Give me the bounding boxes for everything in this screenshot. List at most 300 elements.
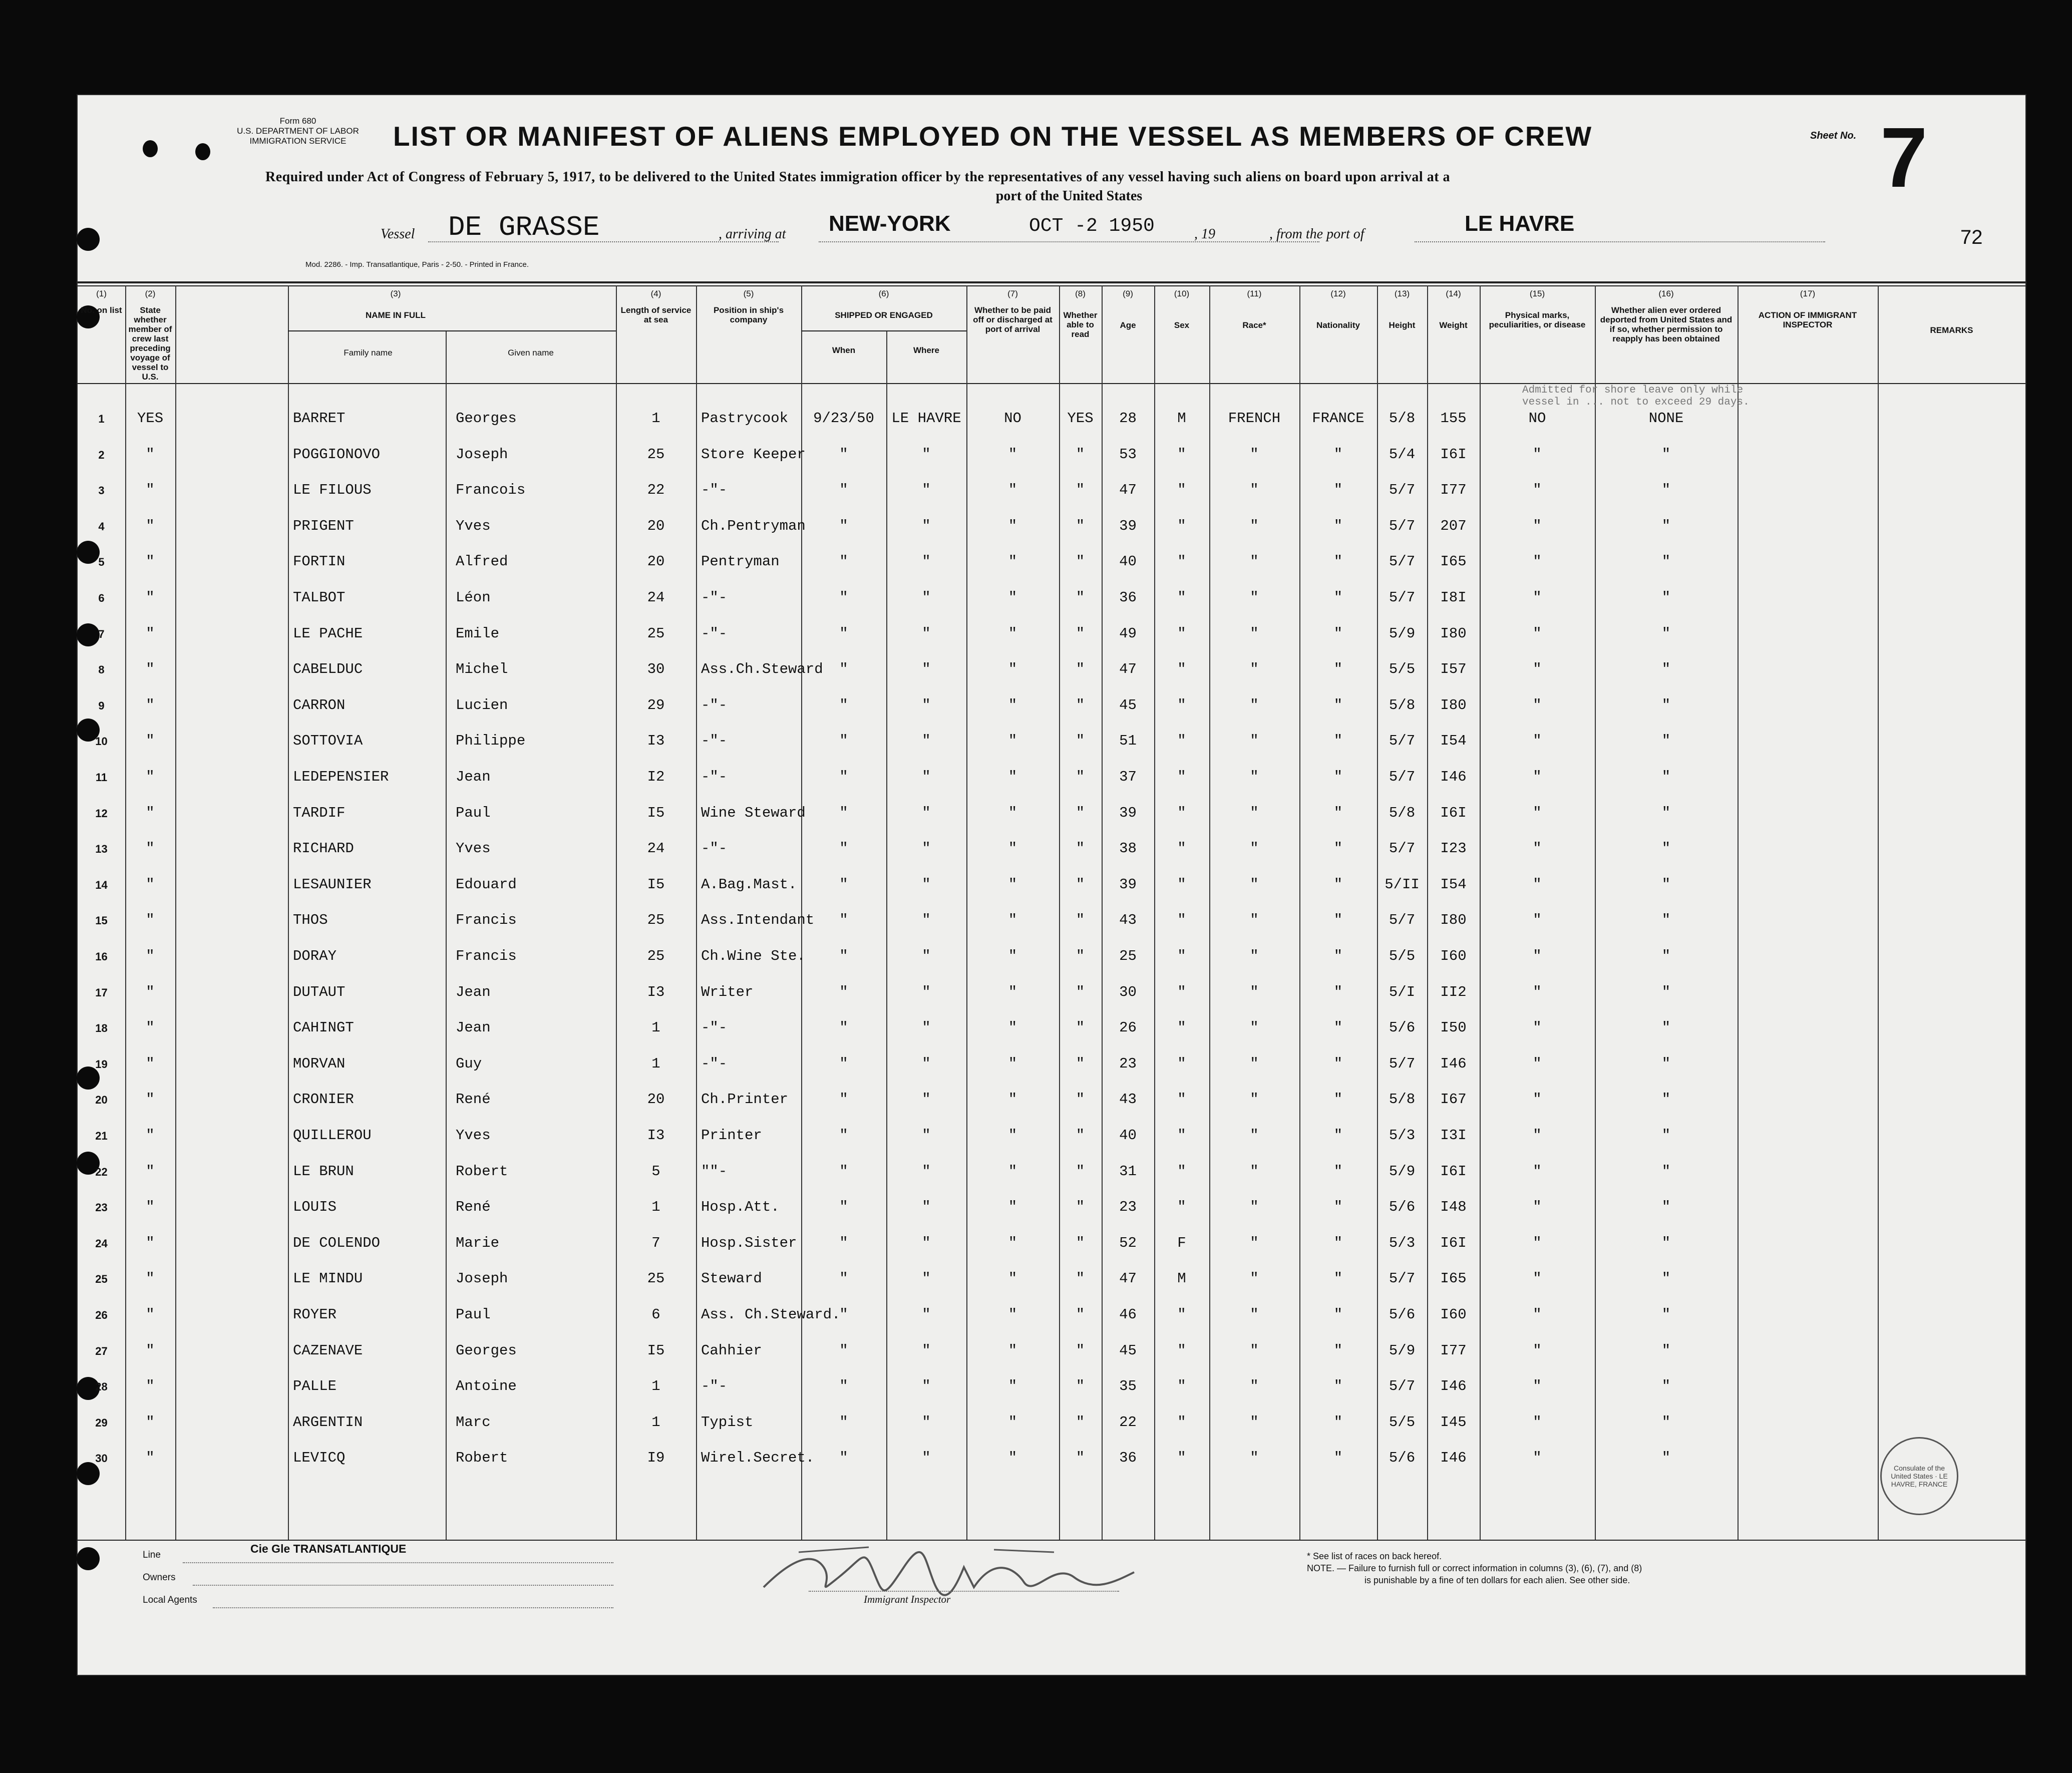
- crew-last-voyage: ": [146, 876, 155, 893]
- position: -"-: [701, 840, 728, 857]
- position: Ch.Printer: [701, 1091, 789, 1108]
- row-number: 3: [98, 484, 105, 497]
- deported-status: ": [1661, 697, 1671, 714]
- able-to-read: ": [1076, 769, 1085, 785]
- sex: ": [1177, 518, 1186, 534]
- height: 5/7: [1389, 553, 1416, 570]
- able-to-read: ": [1076, 518, 1085, 534]
- nationality: ": [1333, 518, 1343, 534]
- paid-off: ": [1008, 446, 1017, 463]
- physical-marks: ": [1533, 984, 1542, 1000]
- length-of-service: 24: [647, 840, 665, 857]
- race: ": [1250, 1306, 1259, 1323]
- length-of-service: I5: [647, 876, 665, 893]
- able-to-read: ": [1076, 446, 1085, 463]
- height: 5/3: [1389, 1127, 1416, 1144]
- able-to-read: ": [1076, 912, 1085, 928]
- family-name: MORVAN: [293, 1055, 346, 1072]
- arriving-label: , arriving at: [719, 226, 786, 242]
- crew-last-voyage: ": [146, 1378, 155, 1394]
- shipped-when: ": [839, 948, 848, 964]
- deported-status: ": [1661, 1270, 1671, 1287]
- weight: 207: [1440, 518, 1467, 534]
- family-name: CARRON: [293, 697, 346, 714]
- crew-last-voyage: ": [146, 1270, 155, 1287]
- position: Hosp.Sister: [701, 1235, 797, 1251]
- family-name: TARDIF: [293, 805, 346, 821]
- position: Writer: [701, 984, 754, 1000]
- physical-marks: ": [1533, 948, 1542, 964]
- paid-off: ": [1008, 661, 1017, 677]
- able-to-read: ": [1076, 661, 1085, 677]
- row-number: 4: [98, 520, 105, 533]
- shipped-when: ": [839, 1163, 848, 1180]
- col-divider: [1738, 285, 1739, 1540]
- age: 36: [1119, 589, 1137, 606]
- height: 5/6: [1389, 1199, 1416, 1215]
- column-header: NAME IN FULL: [366, 310, 426, 320]
- row-number: 19: [95, 1058, 108, 1071]
- crew-last-voyage: ": [146, 446, 155, 463]
- physical-marks: ": [1533, 1127, 1542, 1144]
- age: 30: [1119, 984, 1137, 1000]
- able-to-read: ": [1076, 1019, 1085, 1036]
- column-header: Position in ship's company: [713, 305, 784, 324]
- height: 5/8: [1389, 805, 1416, 821]
- age: 40: [1119, 1127, 1137, 1144]
- paid-off: ": [1008, 625, 1017, 642]
- race: ": [1250, 912, 1259, 928]
- sex: F: [1177, 1235, 1186, 1251]
- department-label: U.S. DEPARTMENT OF LABOR: [237, 126, 359, 136]
- sex: ": [1177, 1342, 1186, 1359]
- able-to-read: ": [1076, 625, 1085, 642]
- shipped-where: ": [922, 1414, 931, 1431]
- row-number: 27: [95, 1345, 108, 1357]
- document-title: LIST OR MANIFEST OF ALIENS EMPLOYED ON THE VESSEL AS MEMBERS OF CREW: [393, 121, 1593, 152]
- physical-marks: ": [1533, 446, 1542, 463]
- height: 5/8: [1389, 1091, 1416, 1108]
- shipped-when: ": [839, 840, 848, 857]
- sex: ": [1177, 876, 1186, 893]
- weight: I3I: [1440, 1127, 1467, 1144]
- row-number: 20: [95, 1094, 108, 1106]
- age: 35: [1119, 1378, 1137, 1394]
- column-number: (9): [1123, 289, 1133, 298]
- deported-status: ": [1661, 625, 1671, 642]
- able-to-read: ": [1076, 733, 1085, 749]
- line-label: Line: [143, 1550, 161, 1560]
- nationality: ": [1333, 1127, 1343, 1144]
- shipped-when: ": [839, 1306, 848, 1323]
- column-number: (16): [1658, 289, 1674, 298]
- given-name: Jean: [456, 984, 491, 1000]
- deported-status: ": [1661, 482, 1671, 498]
- age: 45: [1119, 697, 1137, 714]
- shipped-where: ": [922, 1019, 931, 1036]
- row-number: 10: [95, 735, 108, 748]
- race: ": [1250, 1127, 1259, 1144]
- shipped-when: ": [839, 446, 848, 463]
- arriving-underline: [819, 240, 1319, 242]
- column-number: (1): [96, 289, 107, 298]
- able-to-read: ": [1076, 482, 1085, 498]
- deported-status: ": [1661, 1235, 1671, 1251]
- crew-last-voyage: ": [146, 769, 155, 785]
- weight: I80: [1440, 697, 1467, 714]
- inspector-label: Immigrant Inspector: [864, 1593, 951, 1605]
- sex: ": [1177, 625, 1186, 642]
- given-name: Antoine: [456, 1378, 517, 1394]
- height: 5/II: [1385, 876, 1420, 893]
- sex: ": [1177, 805, 1186, 821]
- weight: I6I: [1440, 446, 1467, 463]
- row-number: 11: [95, 771, 108, 784]
- family-name: LE MINDU: [293, 1270, 363, 1287]
- nationality: ": [1333, 625, 1343, 642]
- physical-marks: ": [1533, 553, 1542, 570]
- physical-marks: ": [1533, 912, 1542, 928]
- able-to-read: ": [1076, 1306, 1085, 1323]
- sex: ": [1177, 661, 1186, 677]
- crew-last-voyage: YES: [137, 410, 164, 427]
- nationality: ": [1333, 553, 1343, 570]
- weight: I60: [1440, 1306, 1467, 1323]
- subtitle-line2: port of the United States: [995, 188, 1143, 204]
- height: 5/7: [1389, 1378, 1416, 1394]
- family-name: LE BRUN: [293, 1163, 354, 1180]
- position: Ass.Intendant: [701, 912, 815, 928]
- paid-off: ": [1008, 482, 1017, 498]
- column-number: (6): [878, 289, 889, 298]
- shipped-where: ": [922, 984, 931, 1000]
- paid-off: ": [1008, 1342, 1017, 1359]
- given-name: Jean: [456, 1019, 491, 1036]
- crew-last-voyage: ": [146, 912, 155, 928]
- family-name: DORAY: [293, 948, 337, 964]
- deported-status: ": [1661, 1342, 1671, 1359]
- height: 5/7: [1389, 1270, 1416, 1287]
- family-name: LE FILOUS: [293, 482, 372, 498]
- col-divider: [288, 285, 289, 1540]
- able-to-read: ": [1076, 805, 1085, 821]
- shipped-when: 9/23/50: [813, 410, 874, 427]
- nationality: ": [1333, 1450, 1343, 1466]
- race: ": [1250, 1342, 1259, 1359]
- nationality: ": [1333, 1019, 1343, 1036]
- family-name: LEDEPENSIER: [293, 769, 389, 785]
- paid-off: ": [1008, 553, 1017, 570]
- height: 5/6: [1389, 1306, 1416, 1323]
- position: Typist: [701, 1414, 754, 1431]
- able-to-read: ": [1076, 1235, 1085, 1251]
- height: 5/5: [1389, 661, 1416, 677]
- crew-last-voyage: ": [146, 697, 155, 714]
- height: 5/9: [1389, 1342, 1416, 1359]
- position: -"-: [701, 697, 728, 714]
- age: 25: [1119, 948, 1137, 964]
- crew-last-voyage: ": [146, 482, 155, 498]
- height: 5/4: [1389, 446, 1416, 463]
- row-number: 26: [95, 1309, 108, 1321]
- sex: ": [1177, 589, 1186, 606]
- position: Wine Steward: [701, 805, 806, 821]
- position: Wirel.Secret.: [701, 1450, 815, 1466]
- shipped-where: ": [922, 733, 931, 749]
- col-divider: [446, 330, 447, 1540]
- weight: I6I: [1440, 1163, 1467, 1180]
- height: 5/7: [1389, 769, 1416, 785]
- able-to-read: ": [1076, 553, 1085, 570]
- row-number: 18: [95, 1022, 108, 1034]
- race: ": [1250, 1163, 1259, 1180]
- shipped-where: ": [922, 589, 931, 606]
- family-name: PALLE: [293, 1378, 337, 1394]
- crew-last-voyage: ": [146, 984, 155, 1000]
- age: 38: [1119, 840, 1137, 857]
- nationality: ": [1333, 661, 1343, 677]
- crew-last-voyage: ": [146, 733, 155, 749]
- age: 39: [1119, 518, 1137, 534]
- position: ""-: [701, 1163, 728, 1180]
- arrival-date: OCT -2 1950: [1029, 215, 1155, 237]
- punch-hole: [77, 228, 100, 251]
- row-number: 15: [95, 914, 108, 927]
- agents-underline: [213, 1606, 613, 1608]
- given-name: Georges: [456, 410, 517, 427]
- col-divider: [175, 285, 176, 1540]
- sex: ": [1177, 769, 1186, 785]
- consulate-stamp: [1880, 1437, 1958, 1515]
- given-name: Paul: [456, 805, 491, 821]
- weight: I60: [1440, 948, 1467, 964]
- nationality: ": [1333, 733, 1343, 749]
- crew-last-voyage: ": [146, 1091, 155, 1108]
- sex: ": [1177, 948, 1186, 964]
- paid-off: NO: [1004, 410, 1021, 427]
- height: 5/7: [1389, 840, 1416, 857]
- column-header: Height: [1389, 320, 1416, 330]
- length-of-service: 30: [647, 661, 665, 677]
- races-note: * See list of races on back hereof.: [1307, 1551, 1442, 1561]
- nationality: ": [1333, 805, 1343, 821]
- weight: I46: [1440, 1450, 1467, 1466]
- able-to-read: ": [1076, 1055, 1085, 1072]
- nationality: ": [1333, 589, 1343, 606]
- length-of-service: 1: [651, 1199, 660, 1215]
- table-top-rule: [78, 281, 2025, 283]
- age: 31: [1119, 1163, 1137, 1180]
- column-number: (3): [390, 289, 401, 298]
- shipped-where: ": [922, 948, 931, 964]
- sex: ": [1177, 840, 1186, 857]
- weight: I46: [1440, 769, 1467, 785]
- deported-status: ": [1661, 1163, 1671, 1180]
- length-of-service: 24: [647, 589, 665, 606]
- age: 53: [1119, 446, 1137, 463]
- sex: M: [1177, 1270, 1186, 1287]
- name-subheader-rule: [288, 330, 616, 331]
- shipped-where: ": [922, 1270, 931, 1287]
- physical-marks: ": [1533, 1019, 1542, 1036]
- given-name: Alfred: [456, 553, 508, 570]
- given-name: Michel: [456, 661, 508, 677]
- row-number: 30: [95, 1452, 108, 1465]
- race: ": [1250, 697, 1259, 714]
- row-number: 6: [98, 592, 105, 604]
- physical-marks: ": [1533, 769, 1542, 785]
- given-name: Joseph: [456, 1270, 508, 1287]
- weight: I46: [1440, 1055, 1467, 1072]
- race: ": [1250, 1414, 1259, 1431]
- inspector-signature: [754, 1537, 1154, 1612]
- from-port: LE HAVRE: [1465, 211, 1575, 236]
- column-header: Race*: [1242, 320, 1266, 330]
- from-port-label: , from the port of: [1269, 226, 1364, 242]
- age: 23: [1119, 1199, 1137, 1215]
- given-name: Emile: [456, 625, 500, 642]
- row-number: 21: [95, 1130, 108, 1142]
- column-number: (8): [1075, 289, 1086, 298]
- paid-off: ": [1008, 1019, 1017, 1036]
- manifest-sheet: [78, 95, 2025, 1675]
- family-name: QUILLEROU: [293, 1127, 372, 1144]
- physical-marks: ": [1533, 1163, 1542, 1180]
- weight: I54: [1440, 733, 1467, 749]
- paid-off: ": [1008, 805, 1017, 821]
- column-number: (15): [1529, 289, 1545, 298]
- year-label: , 19: [1194, 226, 1215, 242]
- given-name: Philippe: [456, 733, 526, 749]
- sex: ": [1177, 733, 1186, 749]
- nationality: ": [1333, 697, 1343, 714]
- shipped-where: ": [922, 1450, 931, 1466]
- shipped-subheader-rule: [801, 330, 966, 331]
- position: Steward: [701, 1270, 762, 1287]
- column-number: (5): [743, 289, 754, 298]
- shipped-where: ": [922, 553, 931, 570]
- age: 49: [1119, 625, 1137, 642]
- physical-marks: ": [1533, 1055, 1542, 1072]
- row-number: 8: [98, 663, 105, 676]
- paid-off: ": [1008, 1163, 1017, 1180]
- weight: II2: [1440, 984, 1467, 1000]
- shipped-where: ": [922, 876, 931, 893]
- row-number: 5: [98, 556, 105, 568]
- given-name: Robert: [456, 1163, 508, 1180]
- col-divider: [1878, 285, 1879, 1540]
- length-of-service: I9: [647, 1450, 665, 1466]
- paid-off: ": [1008, 1378, 1017, 1394]
- arriving-port: NEW-YORK: [829, 211, 951, 236]
- paid-off: ": [1008, 1270, 1017, 1287]
- given-name: Marie: [456, 1235, 500, 1251]
- mod-line: Mod. 2286. - Imp. Transatlantique, Paris - 2-50. - Printed in France.: [305, 260, 529, 269]
- family-name: THOS: [293, 912, 328, 928]
- given-name: Guy: [456, 1055, 482, 1072]
- height: 5/3: [1389, 1235, 1416, 1251]
- nationality: FRANCE: [1312, 410, 1364, 427]
- nationality: ": [1333, 1414, 1343, 1431]
- sheet-label: Sheet No.: [1810, 130, 1857, 141]
- weight: I67: [1440, 1091, 1467, 1108]
- position: A.Bag.Mast.: [701, 876, 797, 893]
- weight: I80: [1440, 625, 1467, 642]
- sex: ": [1177, 1378, 1186, 1394]
- deported-status: ": [1661, 984, 1671, 1000]
- crew-last-voyage: ": [146, 1235, 155, 1251]
- able-to-read: ": [1076, 589, 1085, 606]
- length-of-service: 6: [651, 1306, 660, 1323]
- paid-off: ": [1008, 984, 1017, 1000]
- table-top-rule-2: [78, 285, 2025, 286]
- column-number: (4): [650, 289, 661, 298]
- family-name: CABELDUC: [293, 661, 363, 677]
- row-number: 2: [98, 449, 105, 461]
- height: 5/5: [1389, 948, 1416, 964]
- weight: I57: [1440, 661, 1467, 677]
- shipped-when: ": [839, 1235, 848, 1251]
- column-header: State whether member of crew last preceding voyage of vessel to U.S.: [128, 305, 172, 382]
- row-number: 23: [95, 1201, 108, 1214]
- header-bottom-rule: [78, 383, 2025, 384]
- family-name: SOTTOVIA: [293, 733, 363, 749]
- given-name: Francis: [456, 912, 517, 928]
- age: 22: [1119, 1414, 1137, 1431]
- length-of-service: 1: [651, 1414, 660, 1431]
- given-name: René: [456, 1091, 491, 1108]
- shipped-when: ": [839, 661, 848, 677]
- crew-last-voyage: ": [146, 1199, 155, 1215]
- given-name: Lucien: [456, 697, 508, 714]
- deported-status: ": [1661, 733, 1671, 749]
- family-name: LOUIS: [293, 1199, 337, 1215]
- row-number: 17: [95, 986, 108, 999]
- service-label: IMMIGRATION SERVICE: [249, 136, 347, 146]
- crew-last-voyage: ": [146, 948, 155, 964]
- column-header: Whether alien ever ordered deported from United States and if so, whether permission to reapply has been obtained: [1600, 305, 1733, 343]
- length-of-service: 5: [651, 1163, 660, 1180]
- age: 45: [1119, 1342, 1137, 1359]
- race: ": [1250, 805, 1259, 821]
- race: ": [1250, 1091, 1259, 1108]
- length-of-service: 25: [647, 446, 665, 463]
- shipped-when: ": [839, 1199, 848, 1215]
- row-number: 22: [95, 1166, 108, 1178]
- family-name: TALBOT: [293, 589, 346, 606]
- position: -"-: [701, 1378, 728, 1394]
- column-number: (13): [1394, 289, 1410, 298]
- length-of-service: I5: [647, 805, 665, 821]
- subtitle-line1: Required under Act of Congress of February 5, 1917, to be delivered to the United States immigration officer by the representatives of any vessel having such aliens on board upon arrival at a: [265, 169, 1451, 185]
- nationality: ": [1333, 482, 1343, 498]
- height: 5/8: [1389, 410, 1416, 427]
- able-to-read: ": [1076, 697, 1085, 714]
- deported-status: ": [1661, 948, 1671, 964]
- physical-marks: NO: [1528, 410, 1546, 427]
- paid-off: ": [1008, 876, 1017, 893]
- position: -"-: [701, 1019, 728, 1036]
- column-header: REMARKS: [1930, 325, 1973, 335]
- length-of-service: 7: [651, 1235, 660, 1251]
- age: 46: [1119, 1306, 1137, 1323]
- length-of-service: 20: [647, 1091, 665, 1108]
- col-divider: [696, 285, 697, 1540]
- sex: ": [1177, 1055, 1186, 1072]
- sex: ": [1177, 912, 1186, 928]
- weight: 155: [1440, 410, 1467, 427]
- row-number: 1: [98, 413, 105, 425]
